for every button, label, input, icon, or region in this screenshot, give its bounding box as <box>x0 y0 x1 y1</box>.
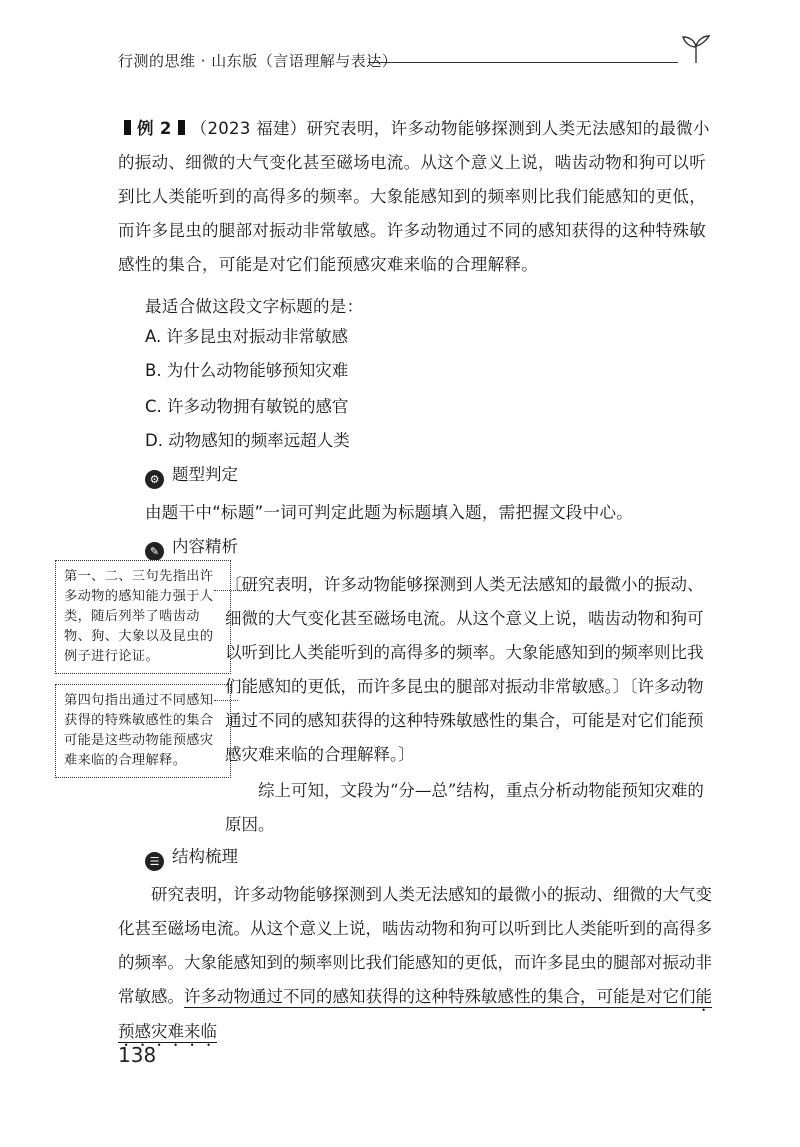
tag-bar-right <box>178 120 185 135</box>
header-rule <box>368 62 678 63</box>
running-header-title: 行测的思维 · 山东版（言语理解与表达） <box>118 52 398 70</box>
option-b: B. 为什么动物能够预知灾难 <box>145 361 349 380</box>
structure-dotted-part: 能预感灾难来临 <box>118 987 712 1041</box>
side-note-2: 第四句指出通过不同感知获得的特殊敏感性的集合可能是这些动物能预感灾难来临的合理解释。 <box>55 684 231 778</box>
bracket-part-1: 〔研究表明，许多动物能够探测到人类无法感知的最微小的振动、细微的大气变化甚至磁场电流。从这个意义上说，啮齿动物和狗可以听到比人类能听到的高得多的频率。大象能感知到的频率则比我们能感知的更低，而许多昆虫的腿部对振动非常敏感。〕 <box>225 575 704 696</box>
example-passage <box>118 112 720 282</box>
tag-bar-left <box>124 120 131 135</box>
example-tag: 例 2 <box>137 119 172 138</box>
example-source: （2023 福建） <box>190 119 307 138</box>
question-stem: 最适合做这段文字标题的是： <box>145 297 364 316</box>
option-a: A. 许多昆虫对振动非常敏感 <box>145 327 348 346</box>
structure-plain-text: 研究表明，许多动物能够探测到人类无法感知的最微小的振动、细微的大气变化甚至磁场电流。从这个意义上说，啮齿动物和狗可以听到比人类能听到的高得多的频率。大象能感知到的频率则比我们能感知的更低，而许多昆虫的腿部对振动非常敏感。 <box>118 885 712 1006</box>
bracketed-passage <box>225 568 717 772</box>
example-text: 研究表明，许多动物能够探测到人类无法感知的最微小的振动、细微的大气变化甚至磁场电流。从这个意义上说，啮齿动物和狗可以听到比人类能听到的高得多的频率。大象能感知到的频率则比我们能感知的更低，而许多昆虫的腿部对振动非常敏感。许多动物通过不同的感知获得的这种特殊敏感性的集合，可能是对它们能预感灾难来临的合理解释。 <box>118 119 710 274</box>
section-structure-heading <box>145 842 238 872</box>
gear-icon: ⚙ <box>145 470 164 489</box>
section-title: 题型判定 <box>172 465 238 484</box>
section-title: 结构梳理 <box>172 847 238 866</box>
side-note-1: 第一、二、三句先指出许多动物的感知能力强于人类，随后列举了啮齿动物、狗、大象以及昆虫的例子进行论证。 <box>55 560 231 674</box>
section-title: 内容精析 <box>172 537 238 556</box>
sprout-icon <box>680 34 712 64</box>
type-judgement-text: 由题干中“标题”一词可判定此题为标题填入题，需把握文段中心。 <box>145 503 634 522</box>
section-content-analysis-heading <box>145 532 238 562</box>
analysis-icon: ✎ <box>145 542 164 561</box>
structure-underlined-text <box>118 987 712 1041</box>
summary-text: 综上可知，文段为“分—总”结构，重点分析动物能预知灾难的原因。 <box>225 781 704 834</box>
section-type-judgement-heading <box>145 460 238 490</box>
page-number: 138 <box>118 1043 157 1067</box>
structure-icon: ☰ <box>145 852 164 871</box>
structure-underlined-part: 许多动物通过不同的感知获得的这种特殊敏感性的集合，可能是对它们 <box>184 987 696 1006</box>
option-d: D. 动物感知的频率远超人类 <box>145 431 350 450</box>
bracket-part-2: 〔许多动物通过不同的感知获得的这种特殊敏感性的集合，可能是对它们能预感灾难来临的合理解释。〕 <box>225 677 704 764</box>
structure-passage <box>118 878 720 1050</box>
option-c: C. 许多动物拥有敏锐的感官 <box>145 397 349 416</box>
